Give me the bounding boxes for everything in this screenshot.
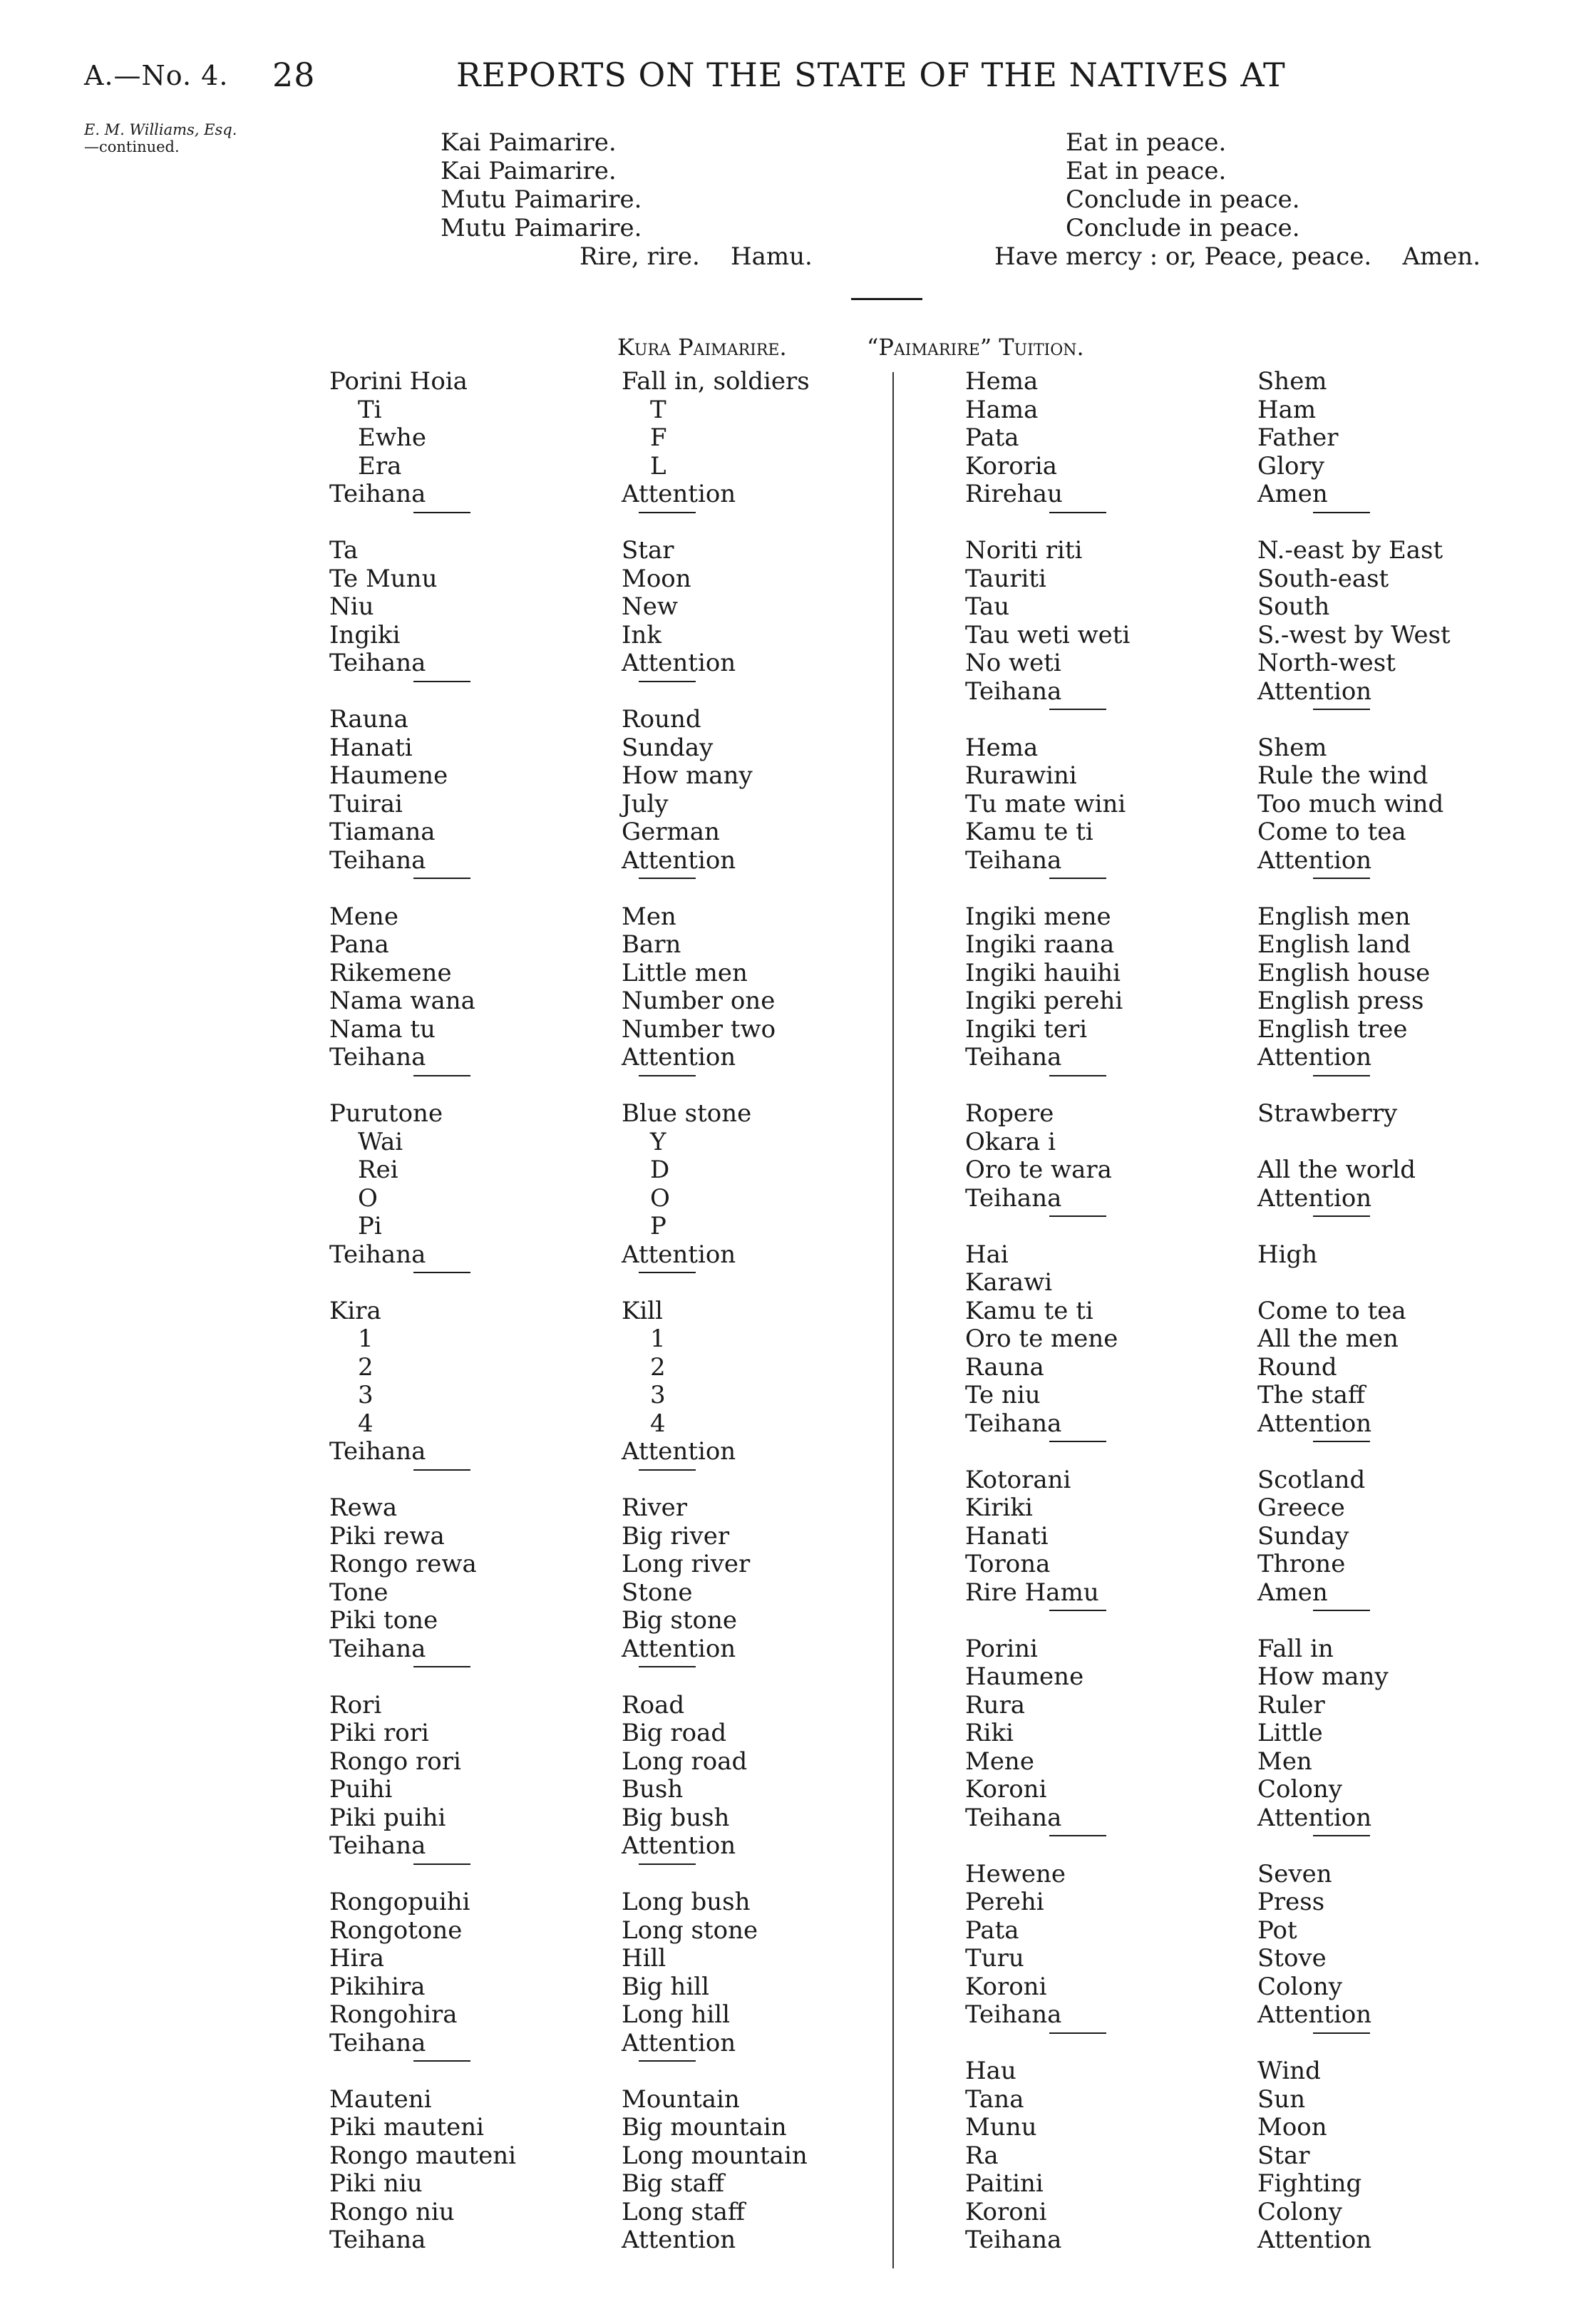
rule-separator xyxy=(622,678,810,706)
vocab-entry: 3 xyxy=(358,1381,374,1409)
rule-separator xyxy=(622,1861,810,1889)
vocab-entry: Ra xyxy=(965,2141,999,2170)
vocab-entry: Pata xyxy=(965,1916,1019,1945)
vocab-entry: How many xyxy=(1257,1662,1389,1691)
vocab-entry: Ropere xyxy=(965,1099,1054,1128)
vocab-entry: Amen xyxy=(1257,1578,1328,1607)
vocab-entry: Rikemene xyxy=(329,958,452,987)
vocab-entry: Perehi xyxy=(965,1888,1044,1916)
vocab-entry: Koroni xyxy=(965,1972,1047,2001)
vocab-entry: Piki rori xyxy=(329,1719,429,1747)
vocab-entry: Pata xyxy=(965,423,1019,452)
hymn-line: Mutu Paimarire. xyxy=(441,185,642,214)
rule-separator xyxy=(622,509,810,538)
side-note-author: E. M. Williams, Esq. xyxy=(84,121,237,138)
section-title-english: “Paimarire” Tuition. xyxy=(867,334,1084,361)
hymn-line: Kai Paimarire. xyxy=(441,157,617,185)
vocab-entry: Munu xyxy=(965,2113,1037,2142)
vocab-entry: Sun xyxy=(1257,2084,1306,2114)
vocab-entry: Attention xyxy=(1257,2226,1372,2254)
vocab-entry: Teihana xyxy=(965,677,1062,706)
vocab-entry: Rule the wind xyxy=(1257,761,1428,790)
vocab-entry: Glory xyxy=(1257,451,1324,480)
vocab-entry: Men xyxy=(1257,1747,1312,1776)
vocab-entry: Road xyxy=(622,1690,685,1719)
vocab-entry: Haumene xyxy=(965,1662,1084,1691)
vocab-entry: Teihana xyxy=(329,649,426,677)
vocab-entry: Teihana xyxy=(329,2028,426,2057)
vocab-entry: English land xyxy=(1257,930,1411,959)
vocab-entry: Attention xyxy=(1257,1409,1372,1438)
vocab-entry: Bush xyxy=(622,1775,684,1804)
vocab-entry: Rongo mauteni xyxy=(329,2141,516,2170)
vocab-entry: Seven xyxy=(1257,1859,1332,1888)
vocab-entry: Too much wind xyxy=(1257,789,1444,818)
vocab-entry: Hema xyxy=(965,733,1039,762)
page-number: 28 xyxy=(272,56,316,94)
rule-separator xyxy=(965,1438,1130,1466)
vocab-entry: Tau xyxy=(965,592,1010,621)
vocab-entry: Come to tea xyxy=(1257,1296,1406,1325)
vocab-entry: Teihana xyxy=(329,480,426,508)
vocab-entry: Attention xyxy=(622,1437,736,1466)
rule-separator xyxy=(329,678,516,706)
vocab-entry: Tuirai xyxy=(329,789,403,818)
vocab-entry: Pot xyxy=(1257,1916,1297,1945)
vocab-entry: T xyxy=(650,395,666,424)
vocab-entry: Rurawini xyxy=(965,761,1077,790)
vocab-entry: 1 xyxy=(358,1325,374,1353)
vocab-entry: Attention xyxy=(622,1043,736,1071)
rule-separator xyxy=(329,2057,516,2086)
rule-separator xyxy=(1257,509,1451,538)
vocab-entry: Oro te wara xyxy=(965,1156,1112,1184)
vocab-entry: N.-east by East xyxy=(1257,536,1443,565)
vocab-entry: Kamu te ti xyxy=(965,1296,1093,1325)
vocab-entry: Amen xyxy=(1257,480,1328,508)
rule-separator xyxy=(329,1466,516,1495)
vocab-entry: Hau xyxy=(965,2057,1016,2085)
vocab-entry: Okara i xyxy=(965,1127,1056,1156)
vocab-entry: Ingiki raana xyxy=(965,930,1115,959)
vocab-entry: S.-west by West xyxy=(1257,620,1451,649)
rule-separator xyxy=(622,2057,810,2086)
vocab-entry: Round xyxy=(1257,1352,1337,1382)
vocab-entry: Riki xyxy=(965,1719,1014,1747)
vocab-entry: July xyxy=(622,789,669,818)
vocab-entry: Moon xyxy=(622,564,691,593)
vocab-entry: Piki tone xyxy=(329,1606,438,1635)
vocab-entry: Attention xyxy=(622,845,736,875)
vocab-entry: Koroni xyxy=(965,2197,1047,2226)
vocab-entry: Rongo niu xyxy=(329,2197,455,2226)
vocab-entry: Big river xyxy=(622,1521,730,1551)
vocab-entry: O xyxy=(650,1183,670,1213)
vocab-entry: Long hill xyxy=(622,2000,731,2029)
vocab-entry: Number one xyxy=(622,987,776,1015)
vocab-entry: Pi xyxy=(358,1212,382,1240)
vocab-entry: Colony xyxy=(1257,2197,1342,2226)
vocab-entry: South-east xyxy=(1257,564,1389,593)
vocab-entry: Attention xyxy=(1257,1183,1372,1213)
vocab-entry: Teihana xyxy=(329,1240,426,1269)
vocab-entry: Ink xyxy=(622,620,661,649)
vocab-entry: Round xyxy=(622,705,701,734)
vocab-entry: Ti xyxy=(358,395,382,424)
hymn-line: Kai Paimarire. xyxy=(441,128,617,157)
hymn-line: Conclude in peace. xyxy=(1066,185,1300,214)
rule-separator xyxy=(1257,875,1451,903)
vocab-entry: Kotorani xyxy=(965,1465,1071,1494)
vocab-entry: Hanati xyxy=(965,1521,1049,1551)
vocab-entry: Hewene xyxy=(965,1859,1066,1888)
vocab-entry: Long mountain xyxy=(622,2141,808,2170)
vocab-entry: Mauteni xyxy=(329,2084,432,2114)
vocab-entry: Sunday xyxy=(622,733,714,762)
vocab-entry: Haumene xyxy=(329,761,448,790)
vocab-entry: Tiamana xyxy=(329,818,436,846)
vocab-entry: Ingiki mene xyxy=(965,902,1111,931)
vocab-entry: Paitini xyxy=(965,2169,1044,2198)
vocab-entry: Rongohira xyxy=(329,2000,458,2029)
hymn-line: Conclude in peace. xyxy=(1066,214,1300,242)
rule-separator xyxy=(965,1832,1130,1861)
vocab-entry: Hai xyxy=(965,1240,1009,1269)
vocab-entry: Ingiki xyxy=(329,620,401,649)
vocab-entry: Tauriti xyxy=(965,564,1046,593)
vocab-entry: F xyxy=(650,423,667,452)
vocab-entry: Attention xyxy=(622,1634,736,1663)
rule-separator xyxy=(1257,1832,1451,1861)
vocab-entry: Moon xyxy=(1257,2113,1327,2142)
vocab-entry: Greece xyxy=(1257,1493,1345,1522)
vocab-entry: Little xyxy=(1257,1719,1323,1747)
page-title: REPORTS ON THE STATE OF THE NATIVES AT xyxy=(456,56,1286,94)
rule-separator xyxy=(965,509,1130,538)
vocab-entry: Puihi xyxy=(329,1775,393,1804)
vocab-entry: Mene xyxy=(329,902,398,931)
vocab-entry: Long bush xyxy=(622,1888,751,1916)
vocab-entry: Ingiki perehi xyxy=(965,987,1123,1015)
vocab-entry: Come to tea xyxy=(1257,818,1406,846)
vocab-entry: Hanati xyxy=(329,733,413,762)
vocab-entry: Porini Hoia xyxy=(329,367,468,396)
vocab-entry: Ta xyxy=(329,536,359,565)
vocab-entry: Sunday xyxy=(1257,1521,1349,1551)
vocab-entry: Hill xyxy=(622,1944,666,1973)
hymn-line: Mutu Paimarire. xyxy=(441,214,642,242)
vocab-entry: Te niu xyxy=(965,1381,1041,1409)
vocab-entry: Number two xyxy=(622,1014,776,1044)
vocab-entry: English press xyxy=(1257,987,1424,1015)
vocab-entry: River xyxy=(622,1493,688,1522)
vocab-entry: Teihana xyxy=(965,845,1062,875)
vocab-entry: Colony xyxy=(1257,1775,1342,1804)
vocab-entry: Attention xyxy=(622,1240,736,1269)
vocab-entry: Hama xyxy=(965,395,1039,424)
vocab-entry: Piki puihi xyxy=(329,1803,446,1832)
vocab-entry: Attention xyxy=(1257,1803,1372,1832)
rule-separator xyxy=(1257,2030,1451,2058)
vocab-entry: Ruler xyxy=(1257,1690,1325,1719)
column-right-english xyxy=(1257,368,1451,2255)
vocab-entry: Piki rewa xyxy=(329,1521,445,1551)
side-note-continued: —continued. xyxy=(84,138,180,155)
vocab-entry: P xyxy=(650,1212,666,1240)
vocab-entry: Kira xyxy=(329,1296,381,1325)
vocab-entry: Teihana xyxy=(329,1437,426,1466)
rule-separator xyxy=(965,1213,1130,1241)
vocab-entry: Turu xyxy=(965,1944,1024,1973)
vocab-entry: Y xyxy=(650,1127,666,1156)
vocab-entry: No weti xyxy=(965,649,1061,677)
vocab-entry: Attention xyxy=(1257,1043,1372,1071)
vocab-entry: Ingiki teri xyxy=(965,1014,1088,1044)
vocab-entry: Kiriki xyxy=(965,1493,1033,1522)
rule-separator xyxy=(965,2030,1130,2058)
vocab-entry: Koroni xyxy=(965,1775,1047,1804)
section-title-maori: Kura Paimarire. xyxy=(617,334,787,361)
vocab-entry: Karawi xyxy=(965,1268,1053,1297)
rule-separator xyxy=(329,509,516,538)
vocab-entry: South xyxy=(1257,592,1330,621)
vocab-entry: Era xyxy=(358,451,402,480)
vocab-entry: Piki mauteni xyxy=(329,2113,484,2142)
rule-separator xyxy=(965,1072,1130,1101)
hymn-line: Eat in peace. xyxy=(1066,128,1227,157)
vocab-entry: 2 xyxy=(650,1352,666,1382)
vocab-entry: Teihana xyxy=(965,2000,1062,2029)
rule-separator xyxy=(1257,1438,1451,1466)
vocab-entry: Wind xyxy=(1257,2057,1321,2085)
rule-separator xyxy=(965,706,1130,734)
hymn-english xyxy=(994,128,1481,271)
vocab-entry: Big hill xyxy=(622,1972,709,2001)
vocab-entry: Press xyxy=(1257,1888,1325,1916)
vocab-entry: Teihana xyxy=(965,1409,1062,1438)
vocab-entry: All the men xyxy=(1257,1325,1399,1353)
hymn-line: Have mercy : or, Peace, peace. Amen. xyxy=(994,242,1481,271)
vocab-entry xyxy=(1257,1128,1451,1157)
vocab-entry: Attention xyxy=(622,480,736,508)
vocab-entry: Rirehau xyxy=(965,480,1063,508)
vocab-entry: Oro te mene xyxy=(965,1325,1118,1353)
vocab-entry: Big stone xyxy=(622,1606,738,1635)
vocab-entry: Long stone xyxy=(622,1916,758,1945)
vocab-entry: Big staff xyxy=(622,2169,724,2198)
rule-separator xyxy=(1257,706,1451,734)
vocab-entry: Teihana xyxy=(329,1634,426,1663)
vocab-entry: Teihana xyxy=(965,2226,1062,2254)
vocab-entry: Kamu te ti xyxy=(965,818,1093,846)
document-reference: A.—No. 4. xyxy=(84,60,229,91)
vocab-entry: D xyxy=(650,1156,670,1184)
vocab-entry: 1 xyxy=(650,1325,666,1353)
vocab-entry: Rongopuihi xyxy=(329,1888,470,1916)
vocab-entry: Shem xyxy=(1257,367,1327,396)
vocab-entry: Tone xyxy=(329,1578,388,1607)
vocab-entry: Rauna xyxy=(965,1352,1044,1382)
vocab-entry: Rei xyxy=(358,1156,398,1184)
vocab-entry: Teihana xyxy=(329,1831,426,1860)
vocab-entry: English tree xyxy=(1257,1014,1408,1044)
hymn-line: Eat in peace. xyxy=(1066,157,1227,185)
vocab-entry: 2 xyxy=(358,1352,374,1382)
vocab-entry: Teihana xyxy=(329,2226,426,2254)
vocab-entry: Pana xyxy=(329,930,389,959)
vocab-entry: Stone xyxy=(622,1578,693,1607)
vocab-entry: Tu mate wini xyxy=(965,789,1126,818)
vocab-entry: Rewa xyxy=(329,1493,398,1522)
vocab-entry: L xyxy=(650,451,666,480)
vocab-entry xyxy=(1257,1269,1451,1297)
vocab-entry: Scotland xyxy=(1257,1465,1366,1494)
vocab-entry: Throne xyxy=(1257,1550,1346,1578)
vocab-entry: Teihana xyxy=(965,1803,1062,1832)
vocab-entry: Attention xyxy=(622,649,736,677)
vocab-entry: Attention xyxy=(1257,845,1372,875)
vocab-entry: Attention xyxy=(622,2028,736,2057)
vocab-entry: Big road xyxy=(622,1719,727,1747)
vocab-entry: Mene xyxy=(965,1747,1034,1776)
section-divider xyxy=(851,298,922,300)
vocab-entry: Long road xyxy=(622,1747,748,1776)
vocab-entry: Nama wana xyxy=(329,987,475,1015)
vocab-entry: Big mountain xyxy=(622,2113,787,2142)
vocab-entry: Torona xyxy=(965,1550,1051,1578)
vocab-entry: 4 xyxy=(358,1409,374,1438)
rule-separator xyxy=(1257,1607,1451,1635)
vocab-entry: New xyxy=(622,592,678,621)
rule-separator xyxy=(1257,1072,1451,1101)
vocab-entry: Fall in xyxy=(1257,1634,1334,1663)
hymn-line: Rire, rire. Hamu. xyxy=(580,242,813,271)
column-divider xyxy=(892,372,894,2268)
vocab-entry: All the world xyxy=(1257,1156,1416,1184)
column-left-maori xyxy=(329,368,516,2255)
vocab-entry: North-west xyxy=(1257,649,1396,677)
vocab-entry: Men xyxy=(622,902,676,931)
vocab-entry: Shem xyxy=(1257,733,1327,762)
vocab-entry: O xyxy=(358,1183,378,1213)
vocab-entry: Strawberry xyxy=(1257,1099,1398,1128)
vocab-entry: Porini xyxy=(965,1634,1038,1663)
vocab-entry: Te Munu xyxy=(329,564,438,593)
vocab-entry: Star xyxy=(622,536,674,565)
vocab-entry: Barn xyxy=(622,930,681,959)
vocab-entry: Ham xyxy=(1257,395,1317,424)
vocab-entry: Hema xyxy=(965,367,1039,396)
vocab-entry: Mountain xyxy=(622,2084,740,2114)
vocab-entry: Nama tu xyxy=(329,1014,436,1044)
vocab-entry: 3 xyxy=(650,1381,666,1409)
rule-separator xyxy=(622,1466,810,1495)
vocab-entry: Rauna xyxy=(329,705,408,734)
vocab-entry: How many xyxy=(622,761,753,790)
vocab-entry: Long river xyxy=(622,1550,751,1578)
vocab-entry: Ingiki hauihi xyxy=(965,958,1121,987)
vocab-entry: Rori xyxy=(329,1690,382,1719)
rule-separator xyxy=(622,1663,810,1692)
column-left-english xyxy=(622,368,810,2255)
side-note xyxy=(84,121,237,155)
rule-separator xyxy=(622,1269,810,1297)
vocab-entry: Teihana xyxy=(965,1183,1062,1213)
vocab-entry: Attention xyxy=(622,2226,736,2254)
vocab-entry: Pikihira xyxy=(329,1972,426,2001)
vocab-entry: Hira xyxy=(329,1944,385,1973)
vocab-entry: Father xyxy=(1257,423,1339,452)
vocab-entry: Rongo rewa xyxy=(329,1550,477,1578)
vocab-entry: Fighting xyxy=(1257,2169,1362,2198)
rule-separator xyxy=(329,1663,516,1692)
vocab-entry: Attention xyxy=(1257,2000,1372,2029)
column-right-maori xyxy=(965,368,1130,2255)
vocab-entry: Rura xyxy=(965,1690,1026,1719)
vocab-entry: Tau weti weti xyxy=(965,620,1131,649)
vocab-entry: Ewhe xyxy=(358,423,426,452)
vocab-entry: The staff xyxy=(1257,1381,1366,1409)
vocab-entry: Attention xyxy=(622,1831,736,1860)
rule-separator xyxy=(622,875,810,903)
vocab-entry: Teihana xyxy=(329,845,426,875)
vocab-entry: Little men xyxy=(622,958,748,987)
vocab-entry: Rongotone xyxy=(329,1916,463,1945)
vocab-entry: Wai xyxy=(358,1127,403,1156)
rule-separator xyxy=(622,1072,810,1101)
vocab-entry: German xyxy=(622,818,720,846)
vocab-entry: Niu xyxy=(329,592,374,621)
rule-separator xyxy=(965,1607,1130,1635)
vocab-entry: Purutone xyxy=(329,1099,443,1128)
rule-separator xyxy=(329,1269,516,1297)
vocab-entry: English men xyxy=(1257,902,1411,931)
rule-separator xyxy=(965,875,1130,903)
vocab-entry: Blue stone xyxy=(622,1099,752,1128)
vocab-entry: High xyxy=(1257,1240,1318,1269)
vocab-entry: Rire Hamu xyxy=(965,1578,1099,1607)
vocab-entry: Piki niu xyxy=(329,2169,423,2198)
vocab-entry: English house xyxy=(1257,958,1431,987)
rule-separator xyxy=(329,875,516,903)
vocab-entry: Fall in, soldiers xyxy=(622,367,810,396)
vocab-entry: Long staff xyxy=(622,2197,746,2226)
vocab-entry: Kill xyxy=(622,1296,664,1325)
rule-separator xyxy=(1257,1213,1451,1241)
rule-separator xyxy=(329,1861,516,1889)
vocab-entry: Tana xyxy=(965,2084,1024,2114)
rule-separator xyxy=(329,1072,516,1101)
vocab-entry: Star xyxy=(1257,2141,1310,2170)
vocab-entry: Teihana xyxy=(329,1043,426,1071)
hymn-maori xyxy=(441,128,813,271)
vocab-entry: Rongo rori xyxy=(329,1747,461,1776)
vocab-entry: 4 xyxy=(650,1409,666,1438)
vocab-entry: Colony xyxy=(1257,1972,1342,2001)
vocab-entry: Attention xyxy=(1257,677,1372,706)
vocab-entry: Stove xyxy=(1257,1944,1327,1973)
vocab-entry: Kororia xyxy=(965,451,1058,480)
vocab-entry: Noriti riti xyxy=(965,536,1083,565)
vocab-entry: Big bush xyxy=(622,1803,730,1832)
vocab-entry: Teihana xyxy=(965,1043,1062,1071)
